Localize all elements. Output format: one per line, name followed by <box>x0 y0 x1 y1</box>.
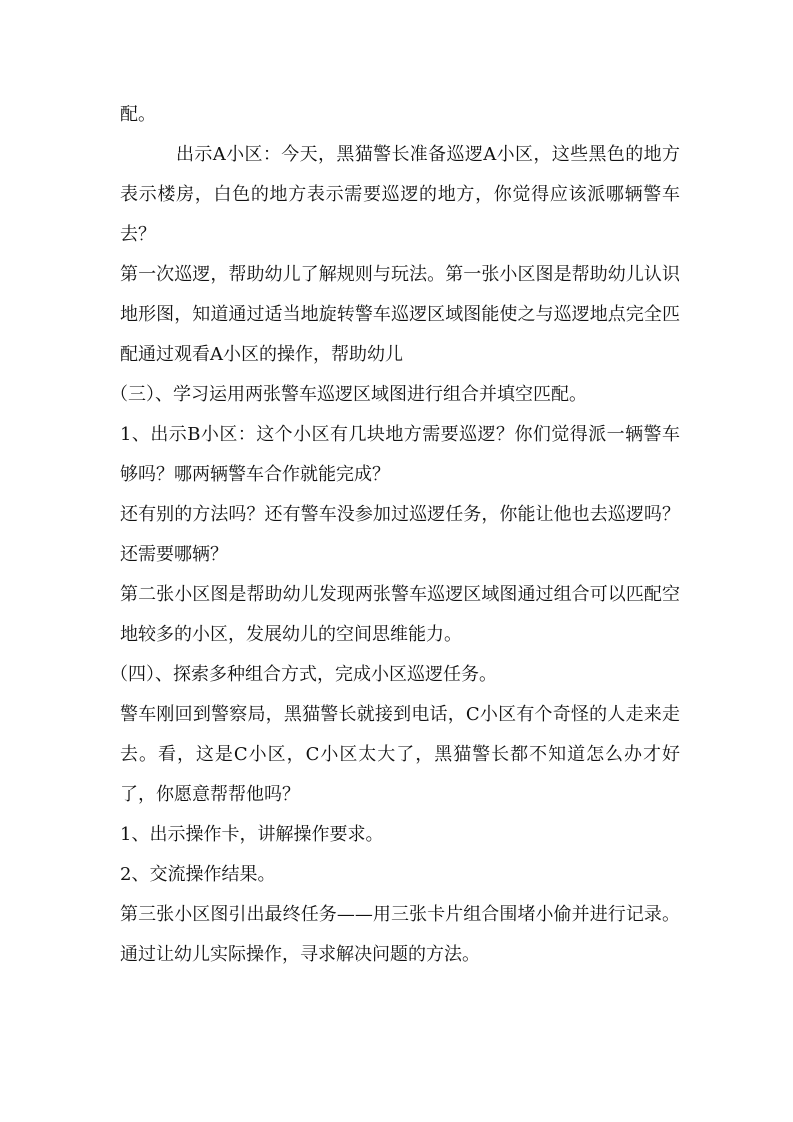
paragraph-other-methods: 还有别的方法吗？还有警车没参加过巡逻任务，你能让他也去巡逻吗？还需要哪辆？ <box>120 504 680 565</box>
section-heading-four: （四）、探索多种组合方式，完成小区巡逻任务。 <box>110 664 497 685</box>
paragraph-c-district: 警车刚回到警察局，黑猫警长就接到电话，C小区有个奇怪的人走来走去。看，这是C小区，C小区太大了，黑猫警长都不知道怎么办才好了，你愿意帮帮他吗？ <box>120 704 680 805</box>
paragraph-second-map: 第二张小区图是帮助幼儿发现两张警车巡逻区域图通过组合可以匹配空地较多的小区，发展幼儿的空间思维能力。 <box>120 584 680 645</box>
paragraph-third-map: 第三张小区图引出最终任务——用三张卡片组合围堵小偷并进行记录。通过让幼儿实际操作，寻求解决问题的方法。 <box>120 904 680 965</box>
document-body <box>110 95 680 975</box>
paragraph-first-patrol: 第一次巡逻，帮助幼儿了解规则与玩法。第一张小区图是帮助幼儿认识地形图，知道通过适当地旋转警车巡逻区域图能使之与巡逻地点完全匹配通过观看A小区的操作，帮助幼儿 <box>120 264 680 365</box>
paragraph-show-a-district: 出示A小区：今天，黑猫警长准备巡逻A小区，这些黑色的地方表示楼房，白色的地方表示需要巡逻的地方，你觉得应该派哪辆警车去？ <box>120 144 680 245</box>
paragraph-continuation: 配。 <box>120 104 156 125</box>
paragraph-show-b-district: 1、出示B小区：这个小区有几块地方需要巡逻？你们觉得派一辆警车够吗？哪两辆警车合作就能完成？ <box>120 424 680 485</box>
list-item-show-card: 1、出示操作卡，讲解操作要求。 <box>120 824 384 845</box>
section-heading-three: （三）、学习运用两张警车巡逻区域图进行组合并填空匹配。 <box>110 384 587 405</box>
list-item-exchange-results: 2、交流操作结果。 <box>120 864 276 885</box>
